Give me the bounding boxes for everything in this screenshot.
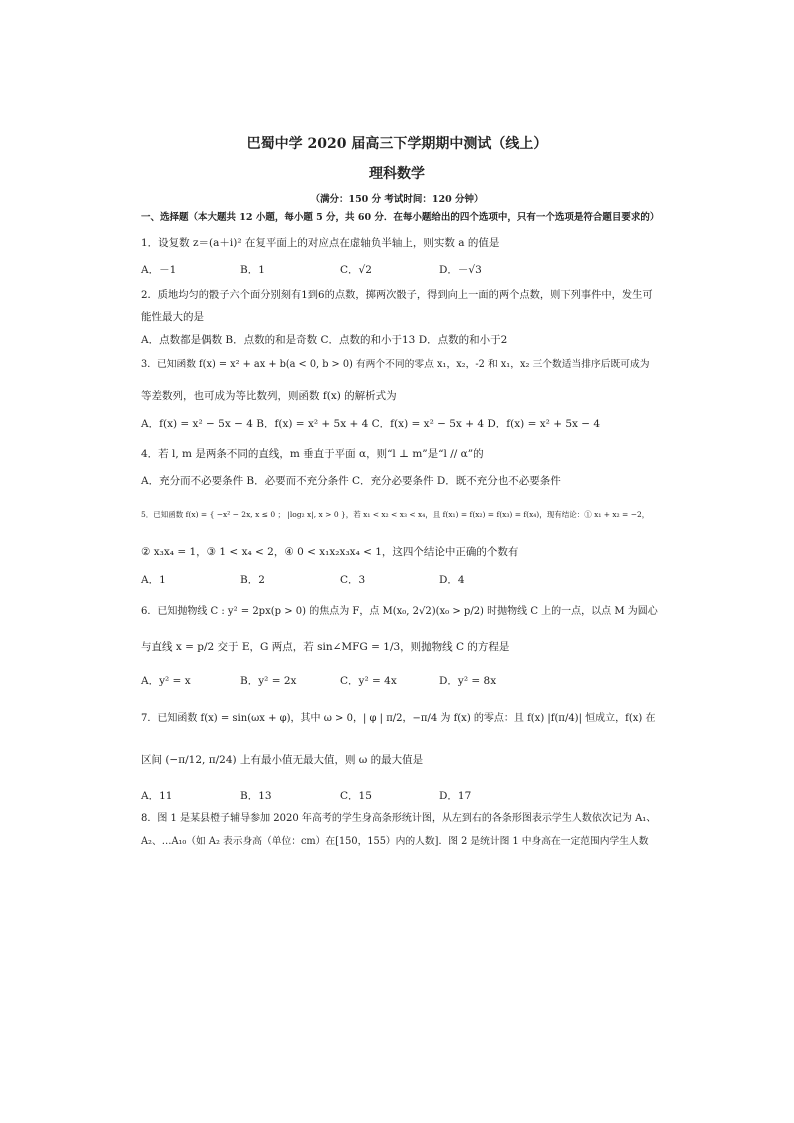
option-d: D．17	[439, 790, 472, 802]
question-7-stem-line-1: 7．已知函数 f(x) = sin(ωx + φ)，其中 ω > 0，| φ | π/2，−π/4 为 f(x) 的零点：且 f(x) |f(π/4)| 恒成立，f(x) 在	[141, 713, 656, 724]
option-b: B．1	[240, 264, 265, 276]
option-d: D．4	[439, 574, 465, 586]
option-d: D．－√3	[439, 264, 482, 276]
option-b: B．y² = 2x	[240, 675, 297, 687]
option-a: A．y² = x	[141, 675, 191, 687]
option-b: B．13	[240, 790, 272, 802]
exam-info: （满分：150 分 考试时间：120 分钟）	[310, 194, 484, 205]
question-3-stem-line-2: 等差数列，也可成为等比数列，则函数 f(x) 的解析式为	[141, 390, 397, 402]
option-b: B．2	[240, 574, 265, 586]
question-5-stem-line-2: ② x₃x₄ = 1，③ 1 < x₄ < 2，④ 0 < x₁x₂x₃x₄ < 1，这四个结论中正确的个数有	[141, 546, 519, 558]
question-4-stem: 4．若 l, m 是两条不同的直线，m 垂直于平面 α，则“l ⊥ m”是“l // α”的	[141, 448, 484, 460]
question-1-options	[141, 262, 661, 276]
option-a: A．11	[141, 790, 173, 802]
question-6-options	[141, 673, 661, 687]
question-5-stem-line-1: 5．已知函数 f(x) = { −x² − 2x, x ≤ 0 ； |log₂ x|, x > 0 }，若 x₁ < x₂ < x₃ < x₄，且 f(x₁) = f(x₂) = f(x₃) = f(x₄)，现有结论：① x₁ + x₂ = −2，	[141, 510, 650, 519]
question-5-options	[141, 572, 661, 586]
option-c: C．15	[340, 790, 372, 802]
question-2-options: A．点数都是偶数 B．点数的和是奇数 C．点数的和小于13 D．点数的和小于2	[141, 334, 508, 346]
option-a: A．－1	[141, 264, 177, 276]
question-3-stem-line-1: 3．已知函数 f(x) = x² + ax + b(a < 0, b > 0) 有两个不同的零点 x₁，x₂，-2 和 x₁，x₂ 三个数适当排序后既可成为	[141, 359, 650, 370]
question-2-stem-line-1: 2．质地均匀的骰子六个面分别刻有1到6的点数，掷两次骰子，得到向上一面的两个点数，则下列事件中，发生可	[141, 289, 653, 301]
option-c: C．y² = 4x	[340, 675, 397, 687]
question-4-options: A．充分而不必要条件 B．必要而不充分条件 C．充分必要条件 D．既不充分也不必要条件	[141, 475, 561, 487]
question-2-stem-line-2: 能性最大的是	[141, 311, 204, 323]
option-d: D．y² = 8x	[439, 675, 497, 687]
section-heading: 一、选择题（本大题共 12 小题，每小题 5 分，共 60 分．在每小题给出的四个选项中，只有一个选项是符合题目要求的）	[141, 212, 660, 223]
question-7-stem-line-2: 区间 (−π/12, π/24) 上有最小值无最大值，则 ω 的最大值是	[141, 754, 424, 766]
question-1-stem: 1．设复数 z＝(a＋i)² 在复平面上的对应点在虚轴负半轴上，则实数 a 的值是	[141, 237, 500, 249]
question-8-stem-line-2: A₂、…A₁₀（如 A₂ 表示身高（单位：cm）在[150，155）内的人数]．图 2 是统计图 1 中身高在一定范围内学生人数	[141, 836, 649, 847]
question-8-stem-line-1: 8．图 1 是某县橙子辅导参加 2020 年高考的学生身高条形统计图，从左到右的各条形图表示学生人数依次记为 A₁、	[141, 813, 657, 824]
option-c: C．3	[340, 574, 366, 586]
question-6-stem-line-1: 6．已知抛物线 C : y² = 2px(p > 0) 的焦点为 F，点 M(x₀, 2√2)(x₀ > p/2) 时抛物线 C 上的一点，以点 M 为圆心	[141, 606, 658, 617]
option-a: A．1	[141, 574, 166, 586]
option-c: C．√2	[340, 264, 372, 276]
question-7-options	[141, 788, 661, 802]
exam-subject: 理科数学	[369, 166, 425, 182]
question-3-options: A．f(x) = x² − 5x − 4 B．f(x) = x² + 5x + 4 C．f(x) = x² − 5x + 4 D．f(x) = x² + 5x − 4	[141, 418, 601, 430]
exam-title: 巴蜀中学 2020 届高三下学期期中测试（线上）	[246, 136, 548, 152]
question-6-stem-line-2: 与直线 x = p/2 交于 E，G 两点，若 sin∠MFG = 1/3，则抛物线 C 的方程是	[141, 641, 510, 653]
